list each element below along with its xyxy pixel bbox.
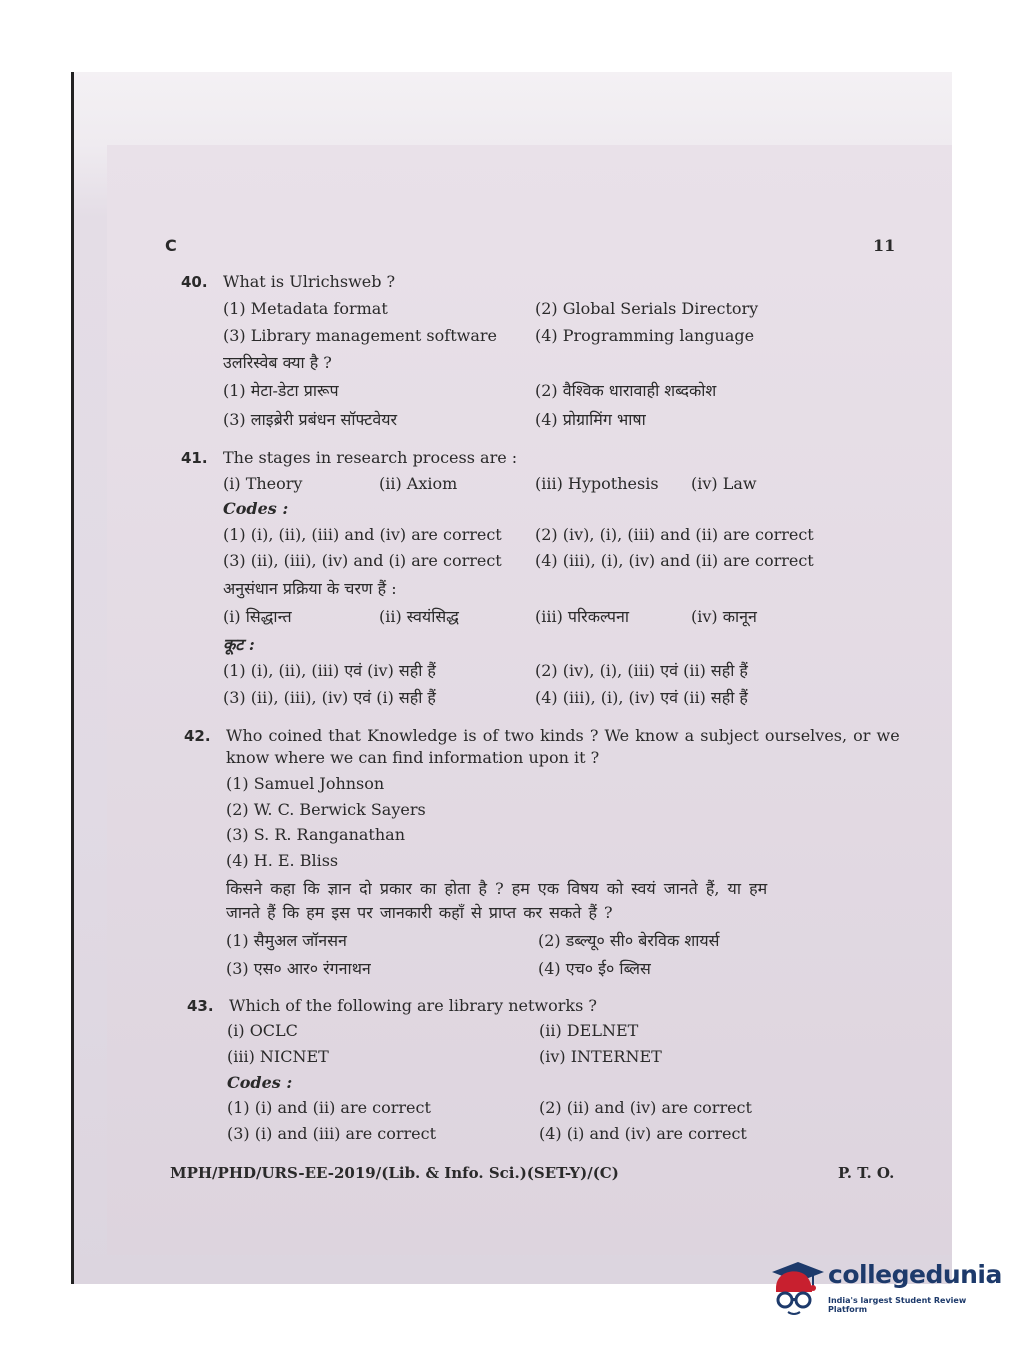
item-iv-en: (iv) Law	[691, 474, 757, 493]
question-stem-en: Which of the following are library networks ?	[229, 996, 597, 1015]
option-3-en: (3) S. R. Ranganathan	[226, 825, 405, 844]
item-ii-en: (ii) DELNET	[539, 1021, 639, 1040]
item-iii-en: (iii) NICNET	[227, 1047, 329, 1066]
question-stem-en-line1: Who coined that Knowledge is of two kinds ? We know a subject ourselves, or we	[226, 726, 900, 745]
paper-code: MPH/PHD/URS-EE-2019/(Lib. & Info. Sci.)(SET-Y)/(C)	[170, 1164, 619, 1182]
item-i-en: (i) Theory	[223, 474, 303, 493]
option-4-en: (4) (i) and (iv) are correct	[539, 1124, 747, 1143]
question-stem-hi: अनुसंधान प्रक्रिया के चरण हैं :	[223, 579, 397, 598]
option-3-en: (3) (i) and (iii) are correct	[227, 1124, 437, 1143]
item-i-hi: (i) सिद्धान्त	[223, 607, 292, 626]
option-4-hi: (4) प्रोग्रामिंग भाषा	[535, 410, 646, 429]
scan-edge-left	[71, 72, 74, 1284]
codes-label-hi: कूट :	[223, 635, 255, 654]
option-1-en: (1) Samuel Johnson	[226, 774, 385, 793]
option-4-hi: (4) एच० ई० ब्लिस	[538, 959, 651, 978]
item-ii-en: (ii) Axiom	[379, 474, 458, 493]
option-3-hi: (3) एस० आर० रंगनाथन	[226, 959, 371, 978]
set-letter: C	[165, 236, 177, 255]
item-iv-en: (iv) INTERNET	[539, 1047, 662, 1066]
option-2-en: (2) (iv), (i), (iii) and (ii) are correct	[535, 525, 814, 544]
codes-label-en: Codes :	[227, 1073, 293, 1092]
option-2-en: (2) W. C. Berwick Sayers	[226, 800, 426, 819]
logo-wordmark: collegedunia	[828, 1260, 1002, 1289]
question-stem-hi-line2: जानते हैं कि हम इस पर जानकारी कहाँ से प्राप्त कर सकते हैं ?	[226, 903, 613, 922]
option-3-en: (3) Library management software	[223, 326, 497, 345]
option-1-en: (1) (i), (ii), (iii) and (iv) are correct	[223, 525, 502, 544]
question-number: 41.	[181, 449, 208, 467]
option-1-hi: (1) (i), (ii), (iii) एवं (iv) सही हैं	[223, 661, 436, 680]
option-4-en: (4) Programming language	[535, 326, 755, 345]
pto-label: P. T. O.	[838, 1164, 895, 1182]
question-number: 42.	[184, 727, 211, 745]
option-1-hi: (1) सैमुअल जॉनसन	[226, 931, 347, 950]
question-stem-en: What is Ulrichsweb ?	[223, 272, 396, 291]
option-4-hi: (4) (iii), (i), (iv) एवं (ii) सही हैं	[535, 688, 748, 707]
logo-tagline: India's largest Student Review Platform	[828, 1296, 967, 1314]
question-stem-hi-line1: किसने कहा कि ज्ञान दो प्रकार का होता है ? हम एक विषय को स्वयं जानते हैं, या हम	[226, 879, 768, 898]
question-number: 43.	[187, 997, 214, 1015]
collegedunia-logo	[768, 1258, 1002, 1318]
question-stem-hi: उलरिस्वेब क्या है ?	[223, 353, 332, 372]
option-2-hi: (2) वैश्विक धारावाही शब्दकोश	[535, 381, 717, 400]
option-1-en: (1) (i) and (ii) are correct	[227, 1098, 431, 1117]
option-2-en: (2) (ii) and (iv) are correct	[539, 1098, 752, 1117]
item-i-en: (i) OCLC	[227, 1021, 298, 1040]
mascot-icon	[768, 1258, 826, 1320]
page-number: 11	[873, 236, 896, 255]
item-ii-hi: (ii) स्वयंसिद्ध	[379, 607, 459, 626]
item-iii-en: (iii) Hypothesis	[535, 474, 659, 493]
option-4-en: (4) H. E. Bliss	[226, 851, 339, 870]
question-stem-en-line2: know where we can find information upon it ?	[226, 748, 600, 767]
option-1-hi: (1) मेटा-डेटा प्रारूप	[223, 381, 339, 400]
option-2-hi: (2) डब्ल्यू० सी० बेरविक शायर्स	[538, 931, 720, 950]
question-stem-en: The stages in research process are :	[223, 448, 518, 467]
item-iv-hi: (iv) कानून	[691, 607, 757, 626]
option-2-hi: (2) (iv), (i), (iii) एवं (ii) सही हैं	[535, 661, 748, 680]
option-4-en: (4) (iii), (i), (iv) and (ii) are correct	[535, 551, 814, 570]
option-3-hi: (3) (ii), (iii), (iv) एवं (i) सही हैं	[223, 688, 436, 707]
option-1-en: (1) Metadata format	[223, 299, 388, 318]
question-number: 40.	[181, 273, 208, 291]
option-2-en: (2) Global Serials Directory	[535, 299, 759, 318]
item-iii-hi: (iii) परिकल्पना	[535, 607, 629, 626]
codes-label-en: Codes :	[223, 499, 289, 518]
option-3-en: (3) (ii), (iii), (iv) and (i) are correct	[223, 551, 502, 570]
option-3-hi: (3) लाइब्रेरी प्रबंधन सॉफ्टवेयर	[223, 410, 398, 429]
